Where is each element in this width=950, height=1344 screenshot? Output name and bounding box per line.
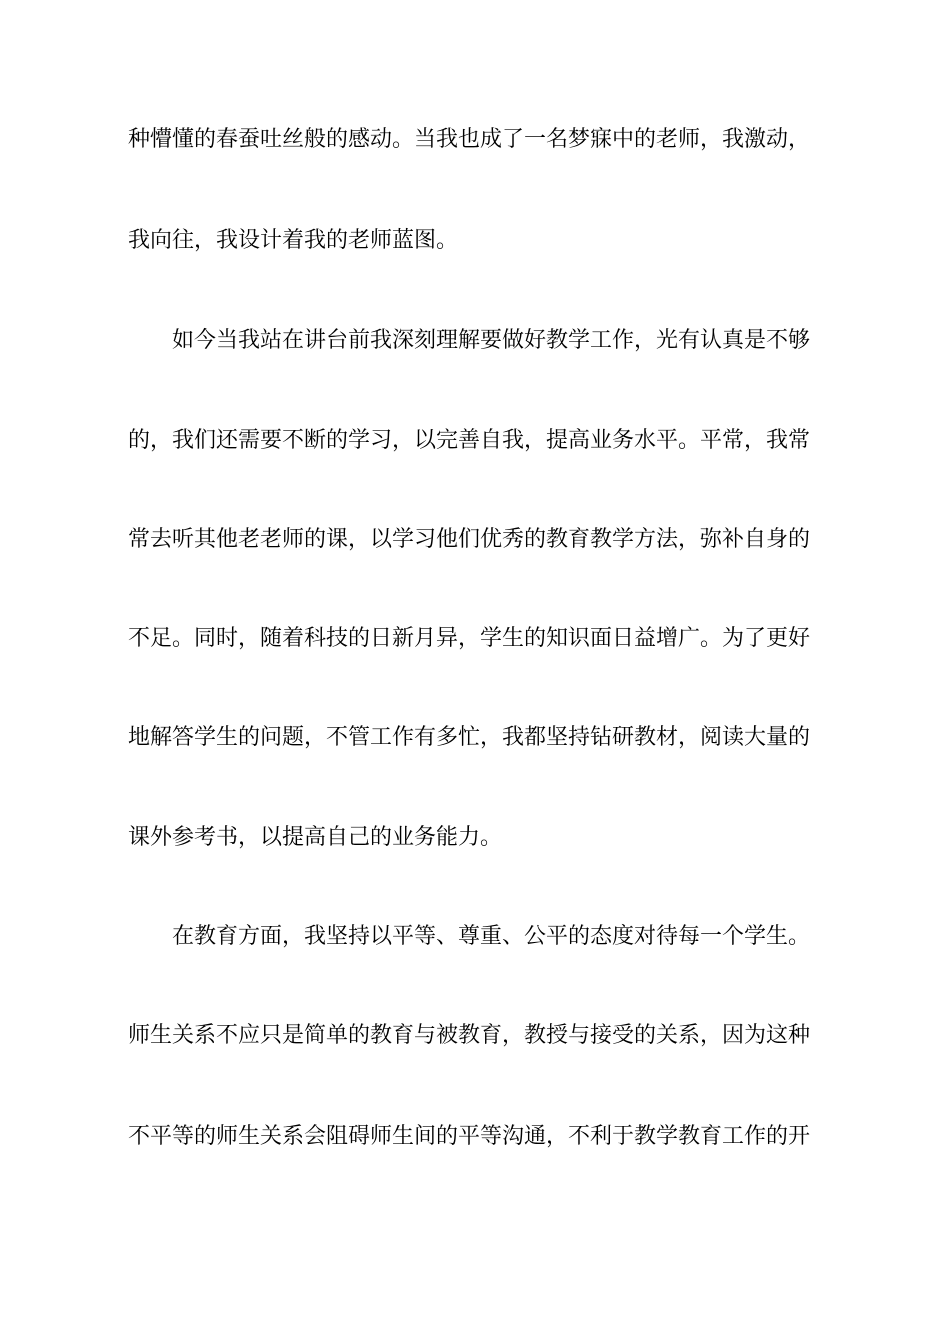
text-line: 不足。同时，随着科技的日新月异，学生的知识面日益增广。为了更好 <box>128 626 811 651</box>
text-line: 地解答学生的问题，不管工作有多忙，我都坚持钻研教材，阅读大量的 <box>128 725 811 750</box>
paragraph-start-line: 在教育方面，我坚持以平等、尊重、公平的态度对待每一个学生。 <box>172 924 811 949</box>
text-line: 师生关系不应只是简单的教育与被教育，教授与接受的关系，因为这种 <box>128 1023 811 1048</box>
text-line: 不平等的师生关系会阻碍师生间的平等沟通，不利于教学教育工作的开 <box>128 1124 811 1149</box>
text-line: 课外参考书，以提高自己的业务能力。 <box>128 825 503 850</box>
text-line: 种懵懂的春蚕吐丝般的感动。当我也成了一名梦寐中的老师，我激动， <box>128 127 811 152</box>
paragraph-start-line: 如今当我站在讲台前我深刻理解要做好教学工作，光有认真是不够 <box>172 328 811 353</box>
text-line: 的，我们还需要不断的学习，以完善自我，提高业务水平。平常，我常 <box>128 428 811 453</box>
text-line: 常去听其他老老师的课，以学习他们优秀的教育教学方法，弥补自身的 <box>128 527 811 552</box>
text-line: 我向往，我设计着我的老师蓝图。 <box>128 228 459 253</box>
